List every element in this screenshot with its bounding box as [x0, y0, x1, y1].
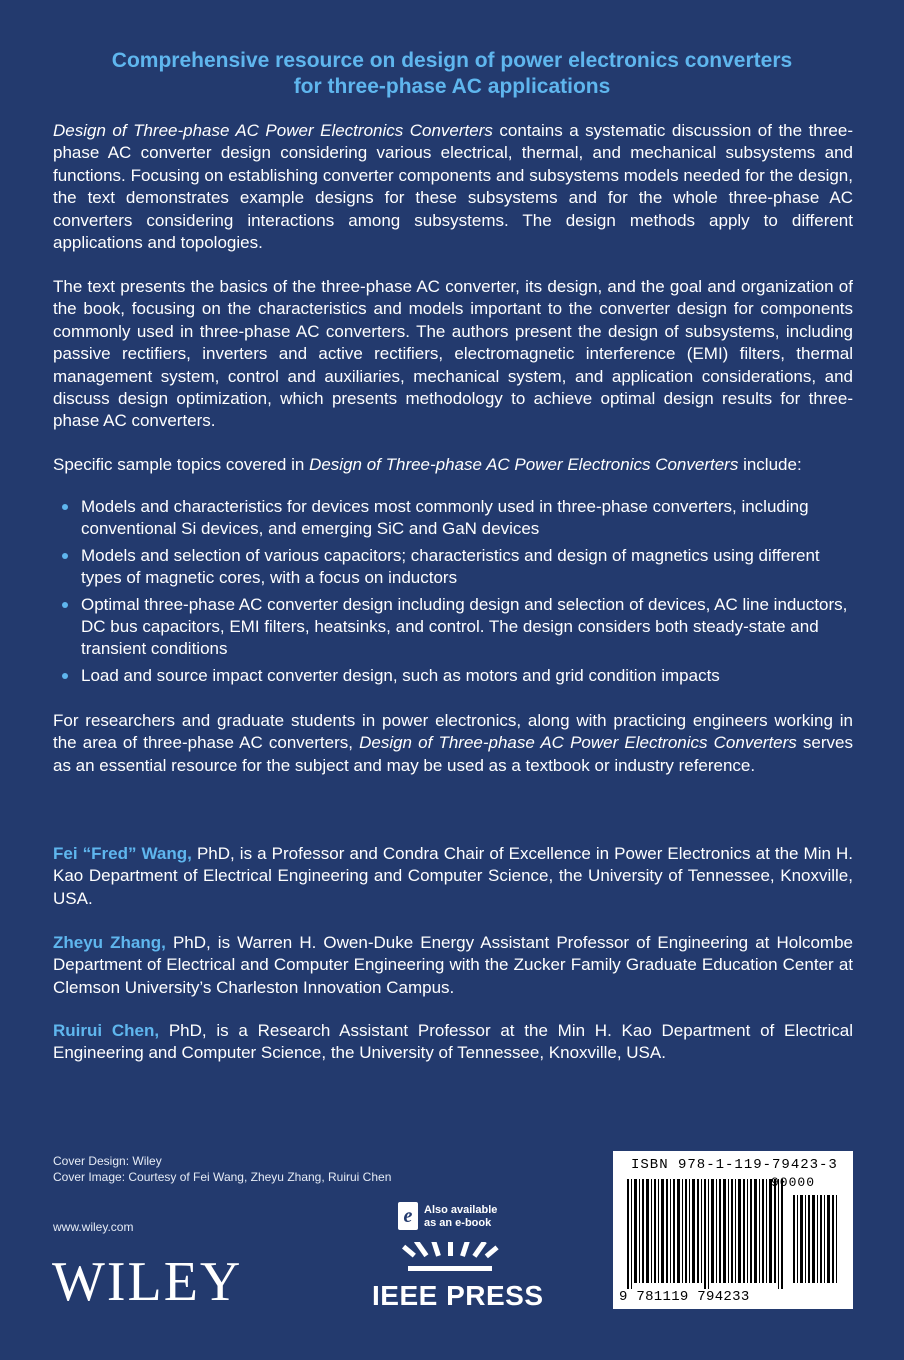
- topics-intro-suffix: include:: [738, 455, 802, 474]
- topic-text: Models and characteristics for devices most commonly used in three-phase converters, including conventional Si devices, and emerging SiC and GaN devices: [81, 497, 809, 539]
- ebook-availability: [424, 1204, 497, 1230]
- author-bio-chen: [53, 1020, 853, 1065]
- topics-intro-prefix: Specific sample topics covered in: [53, 455, 310, 474]
- wiley-logo: WILEY: [52, 1251, 243, 1313]
- price-code: 90000: [771, 1175, 816, 1190]
- author-name: Zheyu Zhang,: [53, 933, 166, 952]
- isbn-barcode: [613, 1151, 853, 1309]
- headline-line-2: for three-phase AC applications: [293, 75, 611, 98]
- bullet-icon: [62, 553, 68, 559]
- author-bio-zhang: [53, 932, 853, 999]
- intro-paragraph-1: [53, 120, 853, 254]
- cover-credits: [53, 1153, 391, 1185]
- audience-prefix: For researchers and graduate students in power electronics, along with practicing engineers working in the area of three-phase AC converters,: [53, 711, 853, 753]
- author-name: Fei “Fred” Wang,: [53, 844, 192, 863]
- e-book-icon: e: [398, 1202, 418, 1230]
- author-bio-text: PhD, is a Research Assistant Professor at the Min H. Kao Department of Electrical Engineering and Computer Science, the University of Tennessee, Knoxville, USA.: [53, 1021, 853, 1063]
- headline-line-1: Comprehensive resource on design of power electronics converters: [111, 49, 793, 72]
- topics-list: [62, 496, 854, 691]
- author-bio-text: PhD, is Warren H. Owen-Duke Energy Assistant Professor of Engineering at Holcombe Department of Electrical and Computer Engineering with the Zucker Family Graduate Education Center at Clemson University’s Charleston Innovation Campus.: [53, 933, 854, 997]
- bullet-icon: [62, 602, 68, 608]
- list-item: [62, 594, 854, 661]
- author-bio-wang: [53, 843, 853, 910]
- intro-text-1: contains a systematic discussion of the three-phase AC converter design considering various electrical, thermal, and mechanical subsystems and functions. Focusing on establishing converter components and subsystems models needed for the design, the text demonstrates example designs for these subsystems and for the whole three-phase AC converters considering interactions among subsystems. The design methods apply to different applications and topologies.: [53, 121, 853, 253]
- ieee-press-mark-icon: [372, 1242, 522, 1280]
- audience-paragraph: [53, 710, 853, 777]
- topics-intro: [53, 454, 853, 476]
- barcode-icon: [625, 1173, 845, 1291]
- book-title-italic: Design of Three-phase AC Power Electronics Converters: [53, 121, 493, 140]
- isbn-label: ISBN 978-1-119-79423-3: [631, 1157, 838, 1173]
- topic-text: Models and selection of various capacitors; characteristics and design of magnetics using different types of magnetic cores, with a focus on inductors: [81, 545, 820, 588]
- topic-text: Load and source impact converter design, such as motors and grid condition impacts: [81, 665, 720, 685]
- ieee-press-label: IEEE PRESS: [372, 1280, 544, 1311]
- book-title-italic: Design of Three-phase AC Power Electronics Converters: [359, 733, 797, 753]
- audience-suffix: serves as an essential resource for the subject and may be used as a textbook or industry reference.: [53, 733, 853, 775]
- cover-design-credit: Cover Design: Wiley: [53, 1154, 162, 1168]
- book-title-italic: Design of Three-phase AC Power Electronics Converters: [309, 455, 739, 474]
- topic-text: Optimal three-phase AC converter design including design and selection of devices, AC line inductors, DC bus capacitors, EMI filters, heatsinks, and control. The design considers both steady-state and transient conditions: [81, 594, 848, 659]
- bullet-icon: [62, 504, 68, 510]
- isbn-digits: 9 781119 794233: [619, 1289, 750, 1305]
- ebook-line-2: as an e-book: [424, 1217, 492, 1229]
- author-bio-text: PhD, is a Professor and Condra Chair of Excellence in Power Electronics at the Min H. Kao Department of Electrical Engineering and Computer Science, the University of Tennessee, Knoxville, USA.: [53, 844, 853, 908]
- list-item: [62, 496, 854, 541]
- list-item: [62, 545, 854, 590]
- list-item: [62, 665, 854, 687]
- author-name: Ruirui Chen,: [53, 1021, 160, 1040]
- ebook-line-1: Also available: [424, 1204, 498, 1216]
- cover-image-credit: Cover Image: Courtesy of Fei Wang, Zheyu Zhang, Ruirui Chen: [53, 1170, 392, 1184]
- bullet-icon: [62, 673, 68, 679]
- publisher-website[interactable]: www.wiley.com: [53, 1220, 134, 1234]
- intro-paragraph-2: The text presents the basics of the three-phase AC converter, its design, and the goal and organization of the book, focusing on the characteristics and models important to the converter design for components commonly used in three-phase AC converters. The authors present the design of subsystems, including passive rectifiers, inverters and active rectifiers, electromagnetic interference (EMI) filters, thermal management system, control and auxiliaries, mechanical system, and application considerations, and discuss design optimization, which presents methodology to achieve optimal design results for three-phase AC converters.: [53, 277, 853, 431]
- headline: [60, 48, 844, 100]
